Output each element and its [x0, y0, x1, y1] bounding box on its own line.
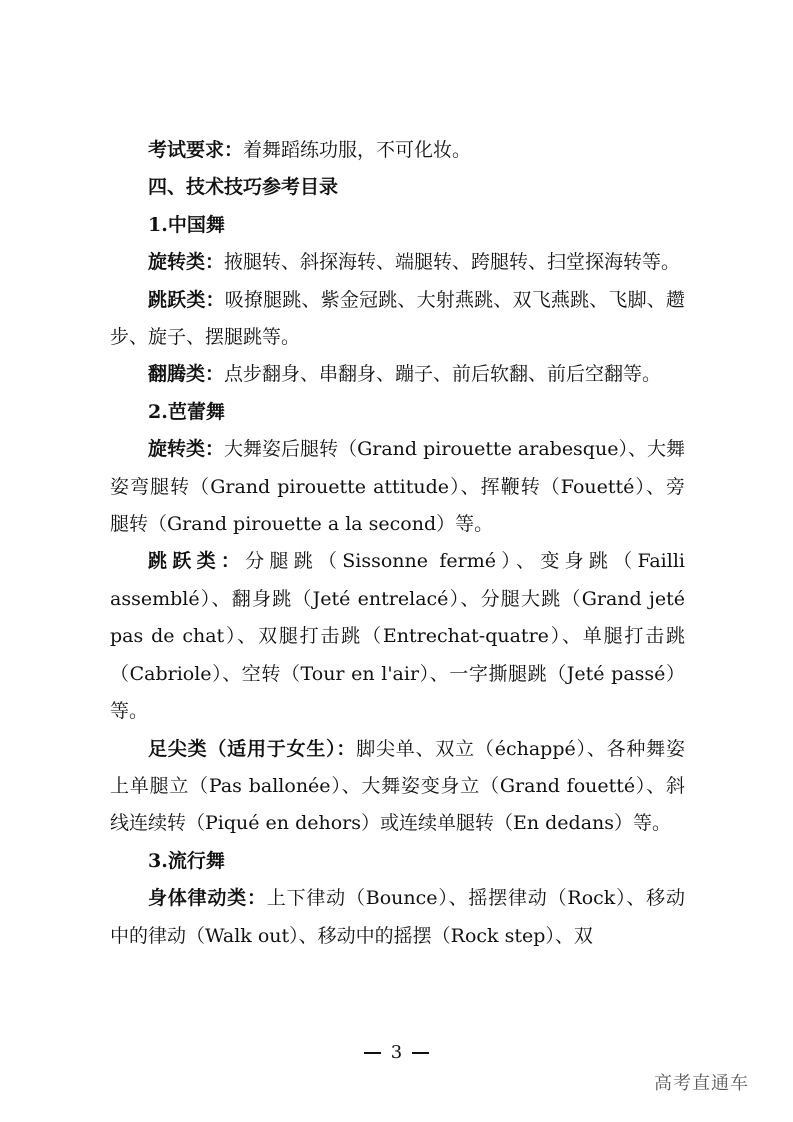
page-number-dash-left	[364, 1052, 381, 1054]
ballet-title: 2.芭蕾舞	[148, 400, 225, 423]
exam-requirement-text: 着舞蹈练功服，不可化妆。	[243, 139, 472, 161]
chinese-dance-title: 1.中国舞	[148, 213, 225, 236]
watermark: 高考直通车	[654, 1073, 749, 1094]
ballet-jump-label: 跳跃类：	[148, 550, 246, 573]
ballet-pointe-text: 脚尖单、双立（échappé）、各种舞姿上单腿立（Pas ballonée）、大舞姿变身立（Grand fouetté）、斜线连续转（Piqué en dehors）或连续单腿转（En dedans）等。	[110, 737, 685, 835]
section-4-title: 四、技术技巧参考目录	[148, 176, 339, 199]
popular-body-label: 身体律动类：	[148, 887, 267, 910]
chinese-spin-text: 掖腿转、斜探海转、端腿转、跨腿转、扫堂探海转等。	[224, 251, 681, 274]
popular-body	[110, 880, 685, 955]
ballet-jump	[110, 543, 685, 730]
exam-requirement-label: 考试要求：	[148, 139, 244, 161]
chinese-jump-label: 跳跃类：	[148, 288, 225, 311]
ballet-spin	[110, 431, 685, 543]
page-number-value: 3	[390, 1042, 403, 1063]
ballet-pointe-label: 足尖类（适用于女生）：	[148, 737, 357, 760]
chinese-flip	[110, 356, 685, 393]
ballet-pointe	[110, 731, 685, 843]
ballet-spin-text: 大舞姿后腿转（Grand pirouette arabesque）、大舞姿弯腿转（Grand pirouette attitude）、挥鞭转（Fouetté）、旁腿转（Grand pirouette a la second）等。	[110, 438, 685, 536]
popular-body-text: 上下律动（Bounce）、摇摆律动（Rock）、移动中的律动（Walk out）、移动中的摇摆（Rock step）、双	[110, 887, 685, 947]
chinese-flip-text: 点步翻身、串翻身、蹦子、前后软翻、前后空翻等。	[224, 363, 662, 386]
page-number-dash-right	[412, 1052, 429, 1054]
exam-requirement	[110, 132, 685, 169]
chinese-jump	[110, 282, 685, 357]
document-body	[110, 132, 685, 955]
page-number	[0, 1040, 793, 1066]
chinese-jump-text: 吸撩腿跳、紫金冠跳、大射燕跳、双飞燕跳、飞脚、趱步、旋子、摆腿跳等。	[110, 288, 685, 349]
chinese-spin	[110, 244, 685, 281]
ballet-jump-text: 分腿跳（Sissonne fermé）、变身跳（Failli assemblé）、翻身跳（Jeté entrelacé）、分腿大跳（Grand jeté pas de chat）、双腿打击跳（Entrechat-quatre）、单腿打击跳（Cabriole）、空转（Tour en l'air）、一字撕腿跳（Jeté passé）等。	[110, 550, 685, 723]
popular-dance-title: 3.流行舞	[148, 849, 225, 872]
chinese-spin-label: 旋转类：	[148, 251, 225, 274]
ballet-spin-label: 旋转类：	[148, 438, 225, 461]
chinese-flip-label: 翻腾类：	[148, 363, 225, 386]
